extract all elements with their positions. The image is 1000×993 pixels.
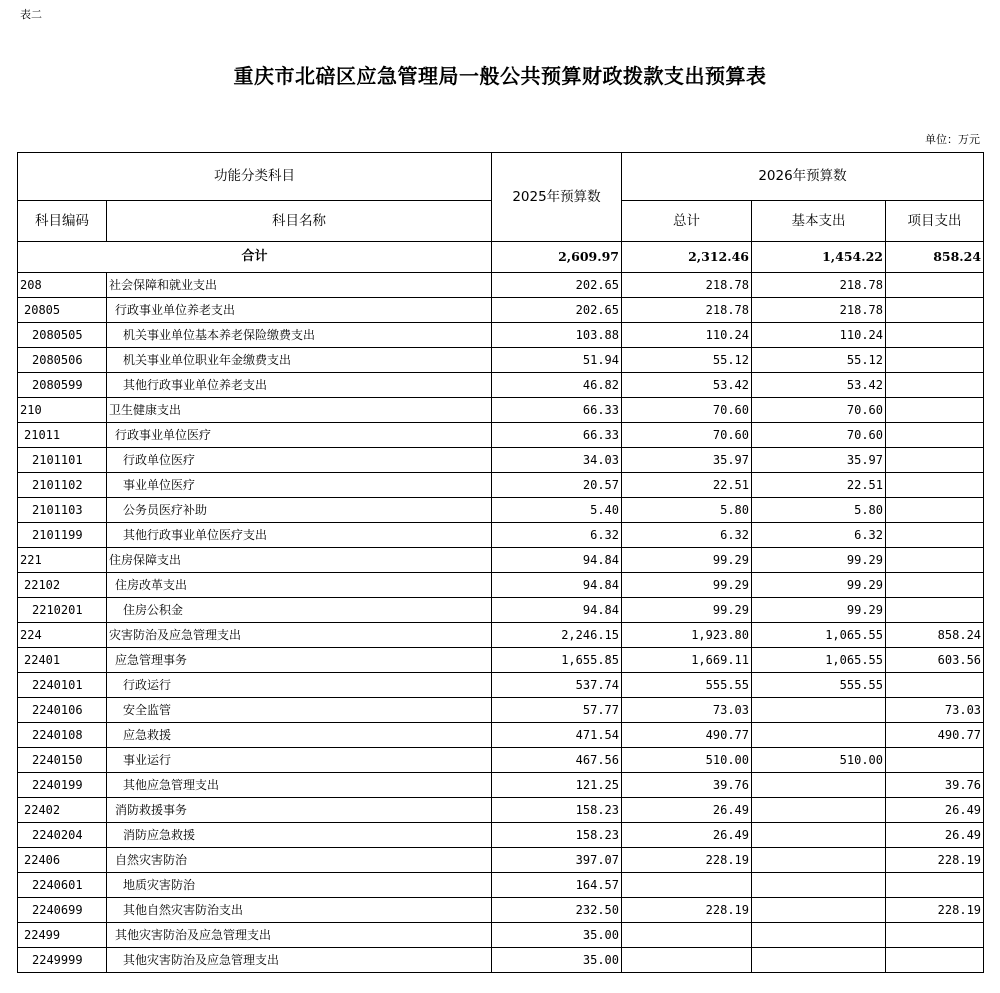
row-basic-2026: 5.80 xyxy=(752,498,886,523)
row-code: 2101101 xyxy=(18,448,107,473)
row-budget-2025: 46.82 xyxy=(492,373,622,398)
table-row xyxy=(18,348,984,373)
table-row xyxy=(18,848,984,873)
row-code: 2080506 xyxy=(18,348,107,373)
row-name: 其他灾害防治及应急管理支出 xyxy=(107,923,492,948)
row-budget-2025: 66.33 xyxy=(492,398,622,423)
row-code: 2101103 xyxy=(18,498,107,523)
row-project-2026 xyxy=(886,523,984,548)
row-project-2026 xyxy=(886,923,984,948)
header-name: 科目名称 xyxy=(107,201,492,242)
header-project: 项目支出 xyxy=(886,201,984,242)
row-project-2026 xyxy=(886,423,984,448)
table-row xyxy=(18,823,984,848)
row-budget-2025: 2,246.15 xyxy=(492,623,622,648)
row-code: 22102 xyxy=(18,573,107,598)
row-total-2026: 35.97 xyxy=(622,448,752,473)
table-row xyxy=(18,398,984,423)
row-budget-2025: 6.32 xyxy=(492,523,622,548)
row-budget-2025: 35.00 xyxy=(492,948,622,973)
row-total-2026: 70.60 xyxy=(622,398,752,423)
table-row xyxy=(18,598,984,623)
header-budget-2026: 2026年预算数 xyxy=(622,153,984,201)
table-row xyxy=(18,323,984,348)
row-project-2026 xyxy=(886,498,984,523)
row-budget-2025: 94.84 xyxy=(492,548,622,573)
row-name: 行政单位医疗 xyxy=(107,448,492,473)
row-project-2026 xyxy=(886,348,984,373)
row-basic-2026: 99.29 xyxy=(752,548,886,573)
row-code: 2240108 xyxy=(18,723,107,748)
row-total-2026: 5.80 xyxy=(622,498,752,523)
row-project-2026: 26.49 xyxy=(886,823,984,848)
table-row xyxy=(18,573,984,598)
row-total-2026: 55.12 xyxy=(622,348,752,373)
row-name: 灾害防治及应急管理支出 xyxy=(107,623,492,648)
row-basic-2026: 35.97 xyxy=(752,448,886,473)
row-basic-2026: 218.78 xyxy=(752,273,886,298)
row-total-2026: 228.19 xyxy=(622,898,752,923)
row-budget-2025: 537.74 xyxy=(492,673,622,698)
row-basic-2026: 55.12 xyxy=(752,348,886,373)
row-project-2026: 490.77 xyxy=(886,723,984,748)
row-total-2026: 218.78 xyxy=(622,298,752,323)
row-basic-2026: 555.55 xyxy=(752,673,886,698)
row-project-2026: 228.19 xyxy=(886,848,984,873)
row-budget-2025: 164.57 xyxy=(492,873,622,898)
table-row xyxy=(18,898,984,923)
row-code: 2240101 xyxy=(18,673,107,698)
row-budget-2025: 35.00 xyxy=(492,923,622,948)
table-row xyxy=(18,373,984,398)
row-project-2026: 228.19 xyxy=(886,898,984,923)
row-name: 消防救援事务 xyxy=(107,798,492,823)
row-budget-2025: 1,655.85 xyxy=(492,648,622,673)
row-project-2026: 858.24 xyxy=(886,623,984,648)
row-basic-2026 xyxy=(752,898,886,923)
row-name: 其他应急管理支出 xyxy=(107,773,492,798)
table-row xyxy=(18,548,984,573)
row-basic-2026: 70.60 xyxy=(752,398,886,423)
table-row xyxy=(18,648,984,673)
table-row xyxy=(18,448,984,473)
row-budget-2025: 202.65 xyxy=(492,298,622,323)
row-basic-2026: 99.29 xyxy=(752,598,886,623)
row-code: 2240150 xyxy=(18,748,107,773)
row-code: 2240601 xyxy=(18,873,107,898)
row-name: 住房保障支出 xyxy=(107,548,492,573)
row-basic-2026: 218.78 xyxy=(752,298,886,323)
row-name: 地质灾害防治 xyxy=(107,873,492,898)
row-code: 22402 xyxy=(18,798,107,823)
row-code: 2210201 xyxy=(18,598,107,623)
row-budget-2025: 57.77 xyxy=(492,698,622,723)
unit-label: 单位：万元 xyxy=(925,133,980,146)
table-row xyxy=(18,273,984,298)
row-name: 其他行政事业单位养老支出 xyxy=(107,373,492,398)
total-b2025: 2,609.97 xyxy=(492,242,622,273)
table-row xyxy=(18,498,984,523)
row-budget-2025: 66.33 xyxy=(492,423,622,448)
row-total-2026: 22.51 xyxy=(622,473,752,498)
row-project-2026 xyxy=(886,548,984,573)
row-name: 其他灾害防治及应急管理支出 xyxy=(107,948,492,973)
row-budget-2025: 94.84 xyxy=(492,573,622,598)
row-code: 2240199 xyxy=(18,773,107,798)
row-total-2026: 218.78 xyxy=(622,273,752,298)
header-row-top xyxy=(18,153,984,201)
row-total-2026: 26.49 xyxy=(622,798,752,823)
row-basic-2026 xyxy=(752,723,886,748)
row-code: 22406 xyxy=(18,848,107,873)
row-name: 其他自然灾害防治支出 xyxy=(107,898,492,923)
page-title: 重庆市北碚区应急管理局一般公共预算财政拨款支出预算表 xyxy=(233,64,767,88)
table-row xyxy=(18,473,984,498)
row-total-2026: 555.55 xyxy=(622,673,752,698)
header-basic: 基本支出 xyxy=(752,201,886,242)
row-total-2026: 510.00 xyxy=(622,748,752,773)
row-basic-2026 xyxy=(752,923,886,948)
row-code: 208 xyxy=(18,273,107,298)
row-total-2026: 6.32 xyxy=(622,523,752,548)
row-name: 住房改革支出 xyxy=(107,573,492,598)
row-total-2026: 1,669.11 xyxy=(622,648,752,673)
row-basic-2026: 510.00 xyxy=(752,748,886,773)
header-total: 总计 xyxy=(622,201,752,242)
row-basic-2026 xyxy=(752,698,886,723)
row-budget-2025: 467.56 xyxy=(492,748,622,773)
row-code: 224 xyxy=(18,623,107,648)
table-row xyxy=(18,948,984,973)
row-budget-2025: 51.94 xyxy=(492,348,622,373)
row-budget-2025: 34.03 xyxy=(492,448,622,473)
table-row xyxy=(18,873,984,898)
row-total-2026: 99.29 xyxy=(622,573,752,598)
row-total-2026: 1,923.80 xyxy=(622,623,752,648)
row-project-2026 xyxy=(886,948,984,973)
table-number-label: 表二 xyxy=(20,8,42,21)
row-basic-2026 xyxy=(752,823,886,848)
row-total-2026: 228.19 xyxy=(622,848,752,873)
row-basic-2026: 110.24 xyxy=(752,323,886,348)
row-name: 住房公积金 xyxy=(107,598,492,623)
table-row xyxy=(18,923,984,948)
table-row xyxy=(18,798,984,823)
row-total-2026 xyxy=(622,873,752,898)
budget-table xyxy=(17,152,984,973)
row-basic-2026: 1,065.55 xyxy=(752,623,886,648)
row-total-2026: 73.03 xyxy=(622,698,752,723)
row-basic-2026: 6.32 xyxy=(752,523,886,548)
total-row xyxy=(18,242,984,273)
row-total-2026: 110.24 xyxy=(622,323,752,348)
total-basic: 1,454.22 xyxy=(752,242,886,273)
row-basic-2026 xyxy=(752,798,886,823)
row-basic-2026 xyxy=(752,773,886,798)
row-project-2026 xyxy=(886,673,984,698)
row-name: 社会保障和就业支出 xyxy=(107,273,492,298)
table-row xyxy=(18,723,984,748)
row-total-2026: 26.49 xyxy=(622,823,752,848)
row-project-2026 xyxy=(886,473,984,498)
row-name: 卫生健康支出 xyxy=(107,398,492,423)
table-row xyxy=(18,698,984,723)
header-func-class: 功能分类科目 xyxy=(18,153,492,201)
row-budget-2025: 158.23 xyxy=(492,823,622,848)
table-row xyxy=(18,623,984,648)
row-project-2026 xyxy=(886,273,984,298)
table-row xyxy=(18,773,984,798)
row-budget-2025: 158.23 xyxy=(492,798,622,823)
row-name: 事业单位医疗 xyxy=(107,473,492,498)
row-basic-2026: 1,065.55 xyxy=(752,648,886,673)
row-project-2026 xyxy=(886,398,984,423)
row-project-2026: 603.56 xyxy=(886,648,984,673)
header-budget-2025: 2025年预算数 xyxy=(492,153,622,242)
total-project: 858.24 xyxy=(886,242,984,273)
row-project-2026: 39.76 xyxy=(886,773,984,798)
row-total-2026: 490.77 xyxy=(622,723,752,748)
row-basic-2026 xyxy=(752,948,886,973)
row-name: 应急管理事务 xyxy=(107,648,492,673)
row-name: 机关事业单位基本养老保险缴费支出 xyxy=(107,323,492,348)
row-code: 20805 xyxy=(18,298,107,323)
row-project-2026 xyxy=(886,598,984,623)
row-code: 2240106 xyxy=(18,698,107,723)
total-total: 2,312.46 xyxy=(622,242,752,273)
row-budget-2025: 20.57 xyxy=(492,473,622,498)
row-code: 2249999 xyxy=(18,948,107,973)
row-project-2026 xyxy=(886,373,984,398)
row-budget-2025: 5.40 xyxy=(492,498,622,523)
row-project-2026 xyxy=(886,748,984,773)
table-row xyxy=(18,748,984,773)
row-total-2026: 39.76 xyxy=(622,773,752,798)
row-name: 应急救援 xyxy=(107,723,492,748)
row-project-2026 xyxy=(886,323,984,348)
row-budget-2025: 202.65 xyxy=(492,273,622,298)
row-name: 公务员医疗补助 xyxy=(107,498,492,523)
row-name: 自然灾害防治 xyxy=(107,848,492,873)
row-name: 事业运行 xyxy=(107,748,492,773)
row-budget-2025: 103.88 xyxy=(492,323,622,348)
row-name: 行政事业单位医疗 xyxy=(107,423,492,448)
row-name: 行政事业单位养老支出 xyxy=(107,298,492,323)
row-project-2026: 26.49 xyxy=(886,798,984,823)
row-total-2026 xyxy=(622,923,752,948)
row-code: 2080599 xyxy=(18,373,107,398)
row-budget-2025: 121.25 xyxy=(492,773,622,798)
row-code: 22401 xyxy=(18,648,107,673)
row-project-2026 xyxy=(886,298,984,323)
row-budget-2025: 397.07 xyxy=(492,848,622,873)
row-name: 安全监管 xyxy=(107,698,492,723)
row-code: 2080505 xyxy=(18,323,107,348)
table-row xyxy=(18,423,984,448)
row-total-2026: 99.29 xyxy=(622,548,752,573)
row-total-2026 xyxy=(622,948,752,973)
table-row xyxy=(18,298,984,323)
row-basic-2026: 70.60 xyxy=(752,423,886,448)
row-budget-2025: 232.50 xyxy=(492,898,622,923)
row-basic-2026: 53.42 xyxy=(752,373,886,398)
header-code: 科目编码 xyxy=(18,201,107,242)
row-budget-2025: 471.54 xyxy=(492,723,622,748)
row-project-2026 xyxy=(886,448,984,473)
row-basic-2026 xyxy=(752,848,886,873)
row-name: 行政运行 xyxy=(107,673,492,698)
row-budget-2025: 94.84 xyxy=(492,598,622,623)
row-name: 机关事业单位职业年金缴费支出 xyxy=(107,348,492,373)
row-code: 21011 xyxy=(18,423,107,448)
row-code: 221 xyxy=(18,548,107,573)
row-code: 2240699 xyxy=(18,898,107,923)
row-name: 其他行政事业单位医疗支出 xyxy=(107,523,492,548)
row-basic-2026 xyxy=(752,873,886,898)
row-code: 22499 xyxy=(18,923,107,948)
row-name: 消防应急救援 xyxy=(107,823,492,848)
row-total-2026: 53.42 xyxy=(622,373,752,398)
total-label: 合计 xyxy=(18,242,492,273)
row-code: 2240204 xyxy=(18,823,107,848)
row-basic-2026: 22.51 xyxy=(752,473,886,498)
row-basic-2026: 99.29 xyxy=(752,573,886,598)
row-code: 2101199 xyxy=(18,523,107,548)
row-code: 2101102 xyxy=(18,473,107,498)
row-total-2026: 99.29 xyxy=(622,598,752,623)
table-row xyxy=(18,523,984,548)
row-project-2026 xyxy=(886,873,984,898)
row-project-2026: 73.03 xyxy=(886,698,984,723)
table-row xyxy=(18,673,984,698)
row-project-2026 xyxy=(886,573,984,598)
row-code: 210 xyxy=(18,398,107,423)
row-total-2026: 70.60 xyxy=(622,423,752,448)
